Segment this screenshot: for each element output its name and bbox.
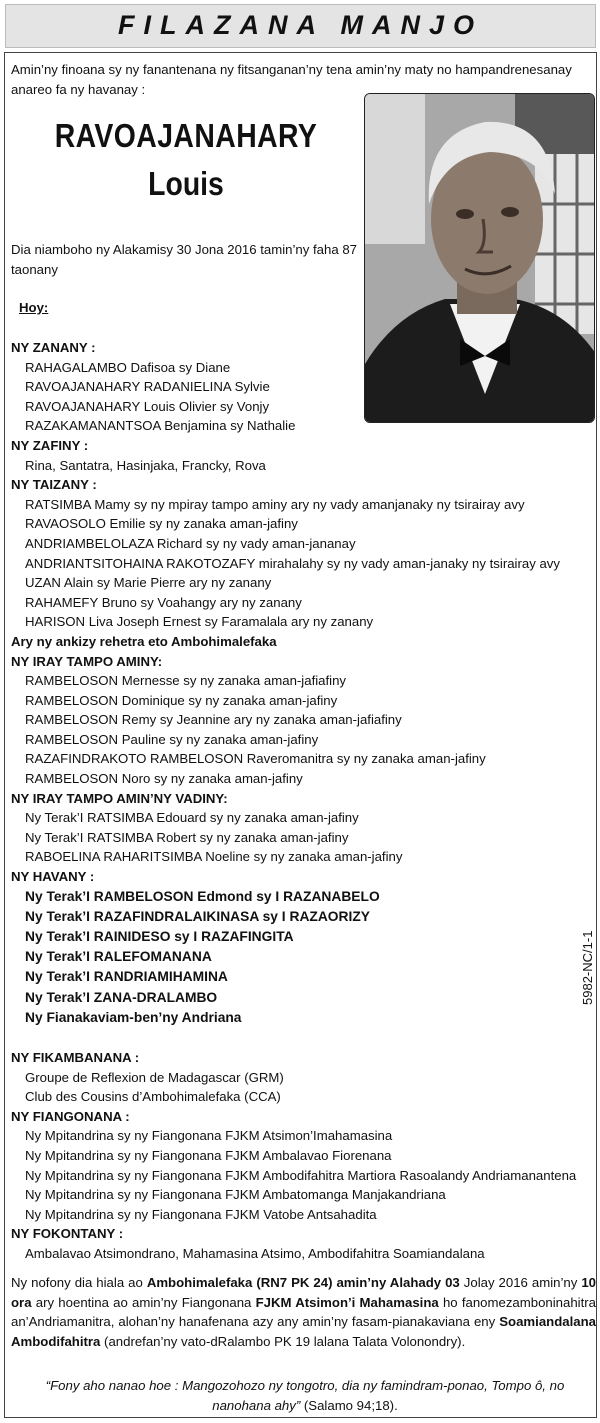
list-item: RAHAGALAMBO Dafisoa sy Diane [25, 359, 231, 375]
list-item: RAMBELOSON Remy sy Jeannine ary ny zanaka aman-jafiafiny [25, 712, 402, 728]
family-list [11, 338, 596, 1264]
list-item: RAMBELOSON Mernesse sy ny zanaka aman-jafiafiny [25, 673, 347, 689]
list-item: Ny Terak’I RATSIMBA Robert sy ny zanaka aman-jafiny [25, 829, 349, 845]
list-item: RATSIMBA Mamy sy ny mpiray tampo aminy ary ny vady amanjanaky ny tsirairay avy [25, 496, 525, 512]
section-iray-tampo-vadiny: NY IRAY TAMPO AMIN’NY VADINY: [11, 790, 228, 806]
list-item: Ny Terak’I ZANA-DRALAMBO [25, 989, 218, 1005]
list-item: RAVOAJANAHARY RADANIELINA Sylvie [25, 379, 270, 395]
section-fokontany: NY FOKONTANY : [11, 1226, 124, 1242]
list-item: RAMBELOSON Dominique sy ny zanaka aman-jafiny [25, 692, 338, 708]
deceased-firstname: Louis [148, 165, 224, 202]
section-ankizy: Ary ny ankizy rehetra eto Ambohimalefaka [11, 633, 277, 649]
list-item: UZAN Alain sy Marie Pierre ary ny zanany [25, 575, 272, 591]
list-item: Ny Terak’I RAZAFINDRALAIKINASA sy I RAZAORIZY [25, 908, 370, 924]
section-havany: NY HAVANY : [11, 869, 95, 885]
list-item: Ny Terak’I RATSIMBA Edouard sy ny zanaka aman-jafiny [25, 810, 359, 826]
funeral-details [11, 1273, 596, 1351]
quote-text: “Fony aho nanao hoe : Mangozohozo ny tongotro, dia ny famindram-ponao, Tompo ô, no nanohana ahy” [45, 1378, 565, 1413]
list-item: HARISON Liva Joseph Ernest sy Faramalala ary ny zanany [25, 614, 374, 630]
list-item: Ny Terak’I RAMBELOSON Edmond sy I RAZANABELO [25, 888, 380, 904]
list-item: Ny Mpitandrina sy ny Fiangonana FJKM Vatobe Antsahadita [25, 1206, 377, 1222]
funeral-text: ho fanomezamboninahitra an’Andriamanitra, alohan’ny hanafenana azy any amin’ny fasam-pianakaviana eny [11, 1294, 597, 1330]
list-item: ANDRIAMBELOLAZA Richard sy ny vady aman-jananay [25, 535, 356, 551]
bible-quote [40, 1376, 570, 1416]
list-item: RABOELINA RAHARITSIMBA Noeline sy ny zanaka aman-jafiny [25, 849, 403, 865]
list-item: Ny Mpitandrina sy ny Fiangonana FJKM Ambalavao Fiorenana [25, 1148, 392, 1164]
section-taizany: NY TAIZANY : [11, 477, 97, 493]
list-item: RAMBELOSON Noro sy ny zanaka aman-jafiny [25, 771, 303, 787]
list-item: Ny Terak’I RALEFOMANANA [25, 949, 212, 965]
hoy-label: Hoy: [19, 300, 49, 315]
spacer [11, 1028, 596, 1048]
list-item: RAHAMEFY Bruno sy Voahangy ary ny zanany [25, 594, 302, 610]
list-item: RAMBELOSON Pauline sy ny zanaka aman-jafiny [25, 731, 319, 747]
deceased-surname: RAVOAJANAHARY [54, 117, 318, 154]
list-item: Ny Mpitandrina sy ny Fiangonana FJKM Ambatomanga Manjakandriana [25, 1187, 446, 1203]
list-item: RAZAKAMANANTSOA Benjamina sy Nathalie [25, 418, 296, 434]
notice-header [5, 4, 596, 48]
list-item: RAVAOSOLO Emilie sy ny zanaka aman-jafiny [25, 516, 298, 532]
list-item: ANDRIANTSITOHAINA RAKOTOZAFY mirahalahy sy ny vady aman-janaky ny tsirairay avy [25, 555, 560, 571]
section-fikambanana: NY FIKAMBANANA : [11, 1050, 140, 1066]
reference-code: 5982-NC/1-1 [580, 930, 595, 1005]
deceased-name [0, 116, 372, 204]
death-notice: Dia niamboho ny Alakamisy 30 Jona 2016 tamin’ny faha 87 taonany [11, 242, 358, 277]
section-zanany: NY ZANANY : [11, 340, 96, 355]
list-item: Groupe de Reflexion de Madagascar (GRM) [25, 1069, 284, 1085]
section-zafiny: NY ZAFINY : [11, 437, 89, 453]
funeral-burial-place: Soamiandalana Ambodifahitra [11, 1314, 596, 1349]
funeral-text: ary hoentina ao amin’ny Fiangonana [31, 1294, 256, 1310]
funeral-text: (andrefan’ny vato-dRalambo PK 19 lalana Talata Volonondry). [100, 1333, 466, 1349]
list-item: RAZAFINDRAKOTO RAMBELOSON Raveromanitra sy ny zanaka aman-jafiny [25, 751, 486, 767]
notice-title: FILAZANA MANJO [118, 10, 483, 41]
list-item: Ny Terak’I RANDRIAMIHAMINA [25, 969, 228, 985]
list-item: Ny Mpitandrina sy ny Fiangonana FJKM Atsimon’Imahamasina [25, 1128, 393, 1144]
list-item: RAVOAJANAHARY Louis Olivier sy Vonjy [25, 398, 270, 414]
funeral-church: FJKM Atsimon’i Mahamasina [255, 1294, 439, 1310]
funeral-text: Jolay 2016 amin’ny [459, 1275, 582, 1290]
list-item: Ny Terak’I RAINIDESO sy I RAZAFINGITA [25, 929, 294, 945]
intro-text: Amin’ny finoana sy ny fanantenana ny fitsanganan’ny tena amin’ny maty no hampandrenesanay anareo fa ny havanay : [11, 62, 572, 97]
quote-reference: (Salamo 94;18). [300, 1398, 398, 1413]
funeral-time: 10 ora [11, 1275, 596, 1310]
list-item: Ny Mpitandrina sy ny Fiangonana FJKM Ambodifahitra Martiora Rasoalandy Andriamanantena [25, 1167, 577, 1183]
section-iray-tampo-aminy: NY IRAY TAMPO AMINY: [11, 653, 163, 669]
funeral-text: Ny nofony dia hiala ao [11, 1275, 147, 1290]
list-item: Ambalavao Atsimondrano, Mahamasina Atsimo, Ambodifahitra Soamiandalana [25, 1245, 485, 1261]
funeral-location: Ambohimalefaka (RN7 PK 24) amin’ny Alahady 03 [146, 1275, 460, 1290]
list-item: Ny Fianakaviam-ben’ny Andriana [25, 1009, 242, 1025]
list-item: Club des Cousins d’Ambohimalefaka (CCA) [25, 1089, 281, 1105]
section-fiangonana: NY FIANGONANA : [11, 1108, 130, 1124]
list-item: Rina, Santatra, Hasinjaka, Francky, Rova [25, 457, 266, 473]
